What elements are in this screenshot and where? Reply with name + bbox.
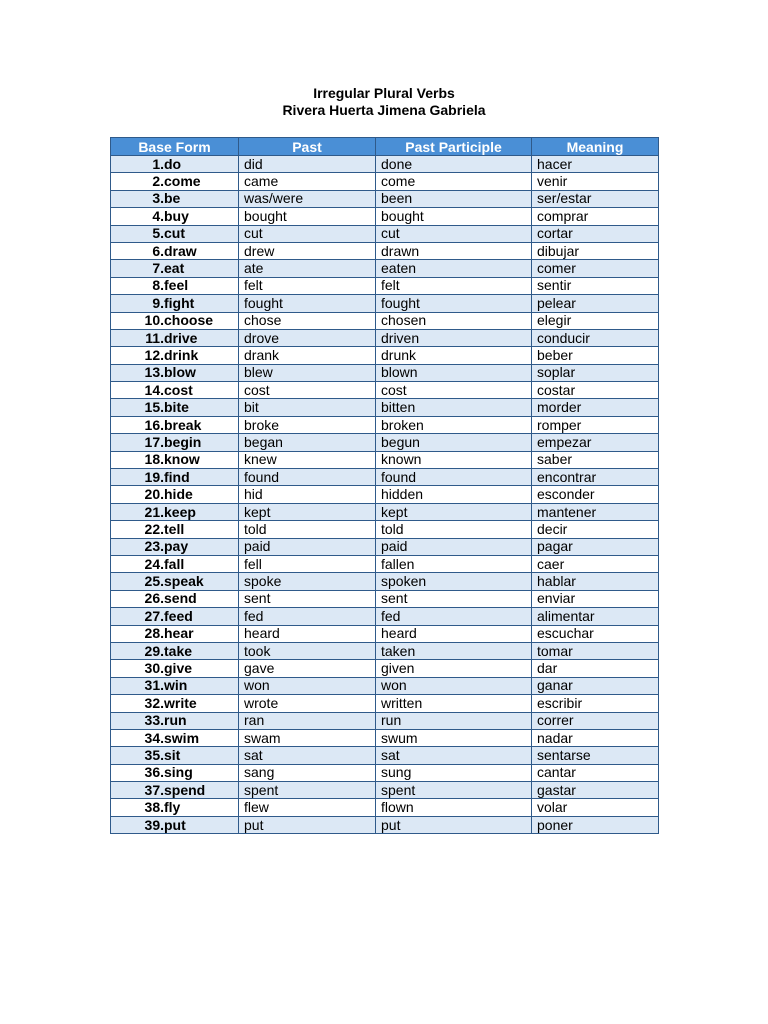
base-form-cell xyxy=(111,208,239,225)
table-row xyxy=(111,347,659,364)
meaning-cell: correr xyxy=(532,712,659,729)
meaning-cell: sentarse xyxy=(532,747,659,764)
table-row xyxy=(111,555,659,572)
base-form-cell xyxy=(111,816,239,833)
table-row xyxy=(111,712,659,729)
meaning-cell: venir xyxy=(532,173,659,190)
meaning-cell: decir xyxy=(532,521,659,538)
past-cell: gave xyxy=(239,660,376,677)
table-row xyxy=(111,399,659,416)
row-number: 27. xyxy=(144,607,164,624)
table-row xyxy=(111,590,659,607)
meaning-cell: cortar xyxy=(532,225,659,242)
past-cell: paid xyxy=(239,538,376,555)
table-row xyxy=(111,695,659,712)
row-number: 23. xyxy=(144,538,164,555)
meaning-cell: comer xyxy=(532,260,659,277)
base-form-cell xyxy=(111,642,239,659)
table-row xyxy=(111,242,659,259)
row-number: 12. xyxy=(144,346,164,363)
row-number: 3. xyxy=(152,190,164,207)
table-header xyxy=(111,138,659,156)
base-form-cell xyxy=(111,521,239,538)
base-form-text: blow xyxy=(164,364,196,381)
past-participle-cell: given xyxy=(376,660,532,677)
past-cell: cut xyxy=(239,225,376,242)
base-form-cell xyxy=(111,329,239,346)
past-cell: sent xyxy=(239,590,376,607)
past-cell: bit xyxy=(239,399,376,416)
past-participle-cell: hidden xyxy=(376,486,532,503)
table-row xyxy=(111,625,659,642)
row-number: 33. xyxy=(144,712,164,729)
base-form-cell xyxy=(111,555,239,572)
past-participle-cell: drawn xyxy=(376,242,532,259)
table-row xyxy=(111,416,659,433)
past-participle-cell: chosen xyxy=(376,312,532,329)
header-row xyxy=(111,138,659,156)
past-participle-cell: sat xyxy=(376,747,532,764)
base-form-cell xyxy=(111,416,239,433)
meaning-cell: cantar xyxy=(532,764,659,781)
past-participle-cell: taken xyxy=(376,642,532,659)
base-form-text: speak xyxy=(164,573,204,590)
past-cell: won xyxy=(239,677,376,694)
meaning-cell: volar xyxy=(532,799,659,816)
table-row xyxy=(111,642,659,659)
base-form-cell xyxy=(111,469,239,486)
meaning-cell: hablar xyxy=(532,573,659,590)
past-participle-cell: sent xyxy=(376,590,532,607)
meaning-cell: caer xyxy=(532,555,659,572)
past-cell: wrote xyxy=(239,695,376,712)
base-form-text: draw xyxy=(164,242,197,259)
meaning-cell: nadar xyxy=(532,729,659,746)
table-row xyxy=(111,208,659,225)
row-number: 8. xyxy=(152,277,164,294)
base-form-cell xyxy=(111,242,239,259)
meaning-cell: enviar xyxy=(532,590,659,607)
past-participle-cell: felt xyxy=(376,277,532,294)
base-form-text: find xyxy=(164,468,190,485)
table-row xyxy=(111,364,659,381)
meaning-cell: encontrar xyxy=(532,469,659,486)
row-number: 24. xyxy=(144,555,164,572)
past-participle-cell: been xyxy=(376,190,532,207)
base-form-cell xyxy=(111,764,239,781)
document-author: Rivera Huerta Jimena Gabriela xyxy=(282,102,486,118)
table-row xyxy=(111,225,659,242)
past-participle-cell: done xyxy=(376,156,532,173)
table-row xyxy=(111,451,659,468)
base-form-text: cut xyxy=(164,225,185,242)
row-number: 20. xyxy=(144,486,164,503)
past-cell: found xyxy=(239,469,376,486)
base-form-text: run xyxy=(164,712,187,729)
base-form-cell xyxy=(111,677,239,694)
meaning-cell: costar xyxy=(532,382,659,399)
past-cell: fought xyxy=(239,295,376,312)
past-cell: was/were xyxy=(239,190,376,207)
base-form-cell xyxy=(111,503,239,520)
past-participle-cell: bought xyxy=(376,208,532,225)
row-number: 26. xyxy=(144,590,164,607)
base-form-cell xyxy=(111,399,239,416)
base-form-cell xyxy=(111,695,239,712)
meaning-cell: dar xyxy=(532,660,659,677)
meaning-cell: alimentar xyxy=(532,608,659,625)
base-form-cell xyxy=(111,590,239,607)
row-number: 13. xyxy=(144,364,164,381)
base-form-cell xyxy=(111,799,239,816)
base-form-text: put xyxy=(164,816,186,833)
table-row xyxy=(111,608,659,625)
meaning-cell: empezar xyxy=(532,434,659,451)
past-participle-cell: written xyxy=(376,695,532,712)
row-number: 14. xyxy=(144,381,164,398)
table-row xyxy=(111,729,659,746)
past-cell: spent xyxy=(239,782,376,799)
base-form-cell xyxy=(111,486,239,503)
row-number: 4. xyxy=(152,207,164,224)
past-cell: began xyxy=(239,434,376,451)
past-cell: felt xyxy=(239,277,376,294)
row-number: 19. xyxy=(144,468,164,485)
base-form-text: sit xyxy=(164,746,181,763)
base-form-text: do xyxy=(164,155,182,172)
meaning-cell: sentir xyxy=(532,277,659,294)
row-number: 1. xyxy=(152,155,164,172)
row-number: 35. xyxy=(144,746,164,763)
table-row xyxy=(111,277,659,294)
past-cell: knew xyxy=(239,451,376,468)
base-form-text: write xyxy=(164,694,197,711)
base-form-text: feed xyxy=(164,607,193,624)
header-past: Past xyxy=(239,138,376,156)
row-number: 37. xyxy=(144,781,164,798)
base-form-cell xyxy=(111,173,239,190)
base-form-cell xyxy=(111,660,239,677)
table-row xyxy=(111,173,659,190)
base-form-text: bite xyxy=(164,399,189,416)
past-cell: cost xyxy=(239,382,376,399)
meaning-cell: tomar xyxy=(532,642,659,659)
past-participle-cell: known xyxy=(376,451,532,468)
base-form-cell xyxy=(111,156,239,173)
row-number: 29. xyxy=(144,642,164,659)
row-number: 15. xyxy=(144,399,164,416)
past-participle-cell: blown xyxy=(376,364,532,381)
base-form-cell xyxy=(111,382,239,399)
past-cell: swam xyxy=(239,729,376,746)
table-row xyxy=(111,747,659,764)
past-participle-cell: heard xyxy=(376,625,532,642)
base-form-cell xyxy=(111,782,239,799)
base-form-cell xyxy=(111,625,239,642)
row-number: 39. xyxy=(144,816,164,833)
base-form-text: sing xyxy=(164,764,193,781)
past-cell: sat xyxy=(239,747,376,764)
past-participle-cell: fought xyxy=(376,295,532,312)
base-form-text: win xyxy=(164,677,188,694)
meaning-cell: escuchar xyxy=(532,625,659,642)
past-participle-cell: drunk xyxy=(376,347,532,364)
table-row xyxy=(111,329,659,346)
base-form-text: drink xyxy=(164,346,199,363)
base-form-text: send xyxy=(164,590,197,607)
past-cell: put xyxy=(239,816,376,833)
meaning-cell: ser/estar xyxy=(532,190,659,207)
base-form-cell xyxy=(111,538,239,555)
base-form-cell xyxy=(111,260,239,277)
row-number: 21. xyxy=(144,503,164,520)
base-form-cell xyxy=(111,608,239,625)
base-form-text: choose xyxy=(164,312,214,329)
base-form-text: break xyxy=(164,416,202,433)
base-form-text: cost xyxy=(164,381,193,398)
past-cell: spoke xyxy=(239,573,376,590)
table-body xyxy=(111,156,659,834)
base-form-text: fall xyxy=(164,555,185,572)
past-cell: fell xyxy=(239,555,376,572)
table-row xyxy=(111,799,659,816)
table-row xyxy=(111,156,659,173)
past-participle-cell: won xyxy=(376,677,532,694)
base-form-cell xyxy=(111,225,239,242)
table-row xyxy=(111,816,659,833)
table-row xyxy=(111,521,659,538)
past-cell: drew xyxy=(239,242,376,259)
meaning-cell: pagar xyxy=(532,538,659,555)
past-participle-cell: fallen xyxy=(376,555,532,572)
meaning-cell: esconder xyxy=(532,486,659,503)
table-row xyxy=(111,260,659,277)
past-participle-cell: put xyxy=(376,816,532,833)
base-form-text: give xyxy=(164,660,193,677)
meaning-cell: hacer xyxy=(532,156,659,173)
row-number: 25. xyxy=(144,573,164,590)
past-cell: ate xyxy=(239,260,376,277)
base-form-cell xyxy=(111,729,239,746)
table-row xyxy=(111,434,659,451)
past-cell: kept xyxy=(239,503,376,520)
past-participle-cell: swum xyxy=(376,729,532,746)
past-cell: broke xyxy=(239,416,376,433)
past-participle-cell: begun xyxy=(376,434,532,451)
base-form-text: swim xyxy=(164,729,200,746)
meaning-cell: comprar xyxy=(532,208,659,225)
row-number: 38. xyxy=(144,799,164,816)
row-number: 10. xyxy=(144,312,164,329)
base-form-text: eat xyxy=(164,260,185,277)
past-cell: ran xyxy=(239,712,376,729)
past-participle-cell: flown xyxy=(376,799,532,816)
base-form-text: tell xyxy=(164,520,185,537)
past-participle-cell: come xyxy=(376,173,532,190)
meaning-cell: mantener xyxy=(532,503,659,520)
past-participle-cell: found xyxy=(376,469,532,486)
past-participle-cell: bitten xyxy=(376,399,532,416)
row-number: 28. xyxy=(144,625,164,642)
verbs-table xyxy=(110,137,659,834)
base-form-cell xyxy=(111,434,239,451)
base-form-cell xyxy=(111,573,239,590)
base-form-text: fly xyxy=(164,799,181,816)
table-row xyxy=(111,469,659,486)
past-cell: drank xyxy=(239,347,376,364)
table-row xyxy=(111,677,659,694)
past-participle-cell: driven xyxy=(376,329,532,346)
base-form-cell xyxy=(111,712,239,729)
base-form-cell xyxy=(111,347,239,364)
row-number: 11. xyxy=(145,329,164,346)
base-form-cell xyxy=(111,277,239,294)
header-meaning: Meaning xyxy=(532,138,659,156)
row-number: 22. xyxy=(144,520,164,537)
table-row xyxy=(111,312,659,329)
past-cell: came xyxy=(239,173,376,190)
past-cell: fed xyxy=(239,608,376,625)
table-row xyxy=(111,486,659,503)
row-number: 31. xyxy=(144,677,164,694)
meaning-cell: dibujar xyxy=(532,242,659,259)
base-form-cell xyxy=(111,190,239,207)
table-row xyxy=(111,503,659,520)
past-cell: chose xyxy=(239,312,376,329)
base-form-text: hide xyxy=(164,486,193,503)
table-row xyxy=(111,190,659,207)
past-participle-cell: broken xyxy=(376,416,532,433)
past-participle-cell: told xyxy=(376,521,532,538)
meaning-cell: poner xyxy=(532,816,659,833)
row-number: 6. xyxy=(152,242,164,259)
base-form-text: drive xyxy=(164,329,198,346)
meaning-cell: morder xyxy=(532,399,659,416)
header-base-form: Base Form xyxy=(111,138,239,156)
past-participle-cell: eaten xyxy=(376,260,532,277)
base-form-text: be xyxy=(164,190,181,207)
past-participle-cell: spent xyxy=(376,782,532,799)
row-number: 7. xyxy=(152,260,164,277)
past-cell: sang xyxy=(239,764,376,781)
base-form-cell xyxy=(111,747,239,764)
past-participle-cell: cost xyxy=(376,382,532,399)
table-row xyxy=(111,764,659,781)
meaning-cell: saber xyxy=(532,451,659,468)
row-number: 32. xyxy=(144,694,164,711)
row-number: 36. xyxy=(144,764,164,781)
document-header xyxy=(0,85,768,119)
meaning-cell: pelear xyxy=(532,295,659,312)
table-row xyxy=(111,295,659,312)
past-cell: heard xyxy=(239,625,376,642)
meaning-cell: conducir xyxy=(532,329,659,346)
meaning-cell: escribir xyxy=(532,695,659,712)
base-form-text: begin xyxy=(164,433,202,450)
header-past-participle: Past Participle xyxy=(376,138,532,156)
document-title: Irregular Plural Verbs xyxy=(313,85,455,101)
row-number: 2. xyxy=(152,173,164,190)
base-form-text: buy xyxy=(164,207,189,224)
meaning-cell: romper xyxy=(532,416,659,433)
row-number: 5. xyxy=(152,225,164,242)
base-form-text: hear xyxy=(164,625,194,642)
past-cell: drove xyxy=(239,329,376,346)
table-row xyxy=(111,782,659,799)
base-form-text: feel xyxy=(164,277,189,294)
past-participle-cell: paid xyxy=(376,538,532,555)
base-form-text: come xyxy=(164,173,201,190)
past-participle-cell: spoken xyxy=(376,573,532,590)
past-cell: blew xyxy=(239,364,376,381)
meaning-cell: ganar xyxy=(532,677,659,694)
table-row xyxy=(111,538,659,555)
base-form-text: fight xyxy=(164,294,195,311)
row-number: 9. xyxy=(152,294,164,311)
row-number: 34. xyxy=(144,729,164,746)
base-form-cell xyxy=(111,312,239,329)
past-cell: bought xyxy=(239,208,376,225)
base-form-cell xyxy=(111,451,239,468)
meaning-cell: soplar xyxy=(532,364,659,381)
past-cell: did xyxy=(239,156,376,173)
row-number: 16. xyxy=(144,416,164,433)
base-form-text: take xyxy=(164,642,193,659)
row-number: 17. xyxy=(144,433,164,450)
base-form-text: spend xyxy=(164,781,206,798)
table-row xyxy=(111,660,659,677)
base-form-cell xyxy=(111,364,239,381)
past-participle-cell: kept xyxy=(376,503,532,520)
past-participle-cell: fed xyxy=(376,608,532,625)
base-form-cell xyxy=(111,295,239,312)
base-form-text: know xyxy=(164,451,200,468)
table-row xyxy=(111,382,659,399)
past-cell: flew xyxy=(239,799,376,816)
base-form-text: keep xyxy=(164,503,196,520)
past-participle-cell: run xyxy=(376,712,532,729)
row-number: 30. xyxy=(144,660,164,677)
meaning-cell: beber xyxy=(532,347,659,364)
row-number: 18. xyxy=(144,451,164,468)
table-row xyxy=(111,573,659,590)
past-cell: told xyxy=(239,521,376,538)
base-form-text: pay xyxy=(164,538,189,555)
meaning-cell: elegir xyxy=(532,312,659,329)
meaning-cell: gastar xyxy=(532,782,659,799)
past-participle-cell: sung xyxy=(376,764,532,781)
past-cell: took xyxy=(239,642,376,659)
past-participle-cell: cut xyxy=(376,225,532,242)
past-cell: hid xyxy=(239,486,376,503)
